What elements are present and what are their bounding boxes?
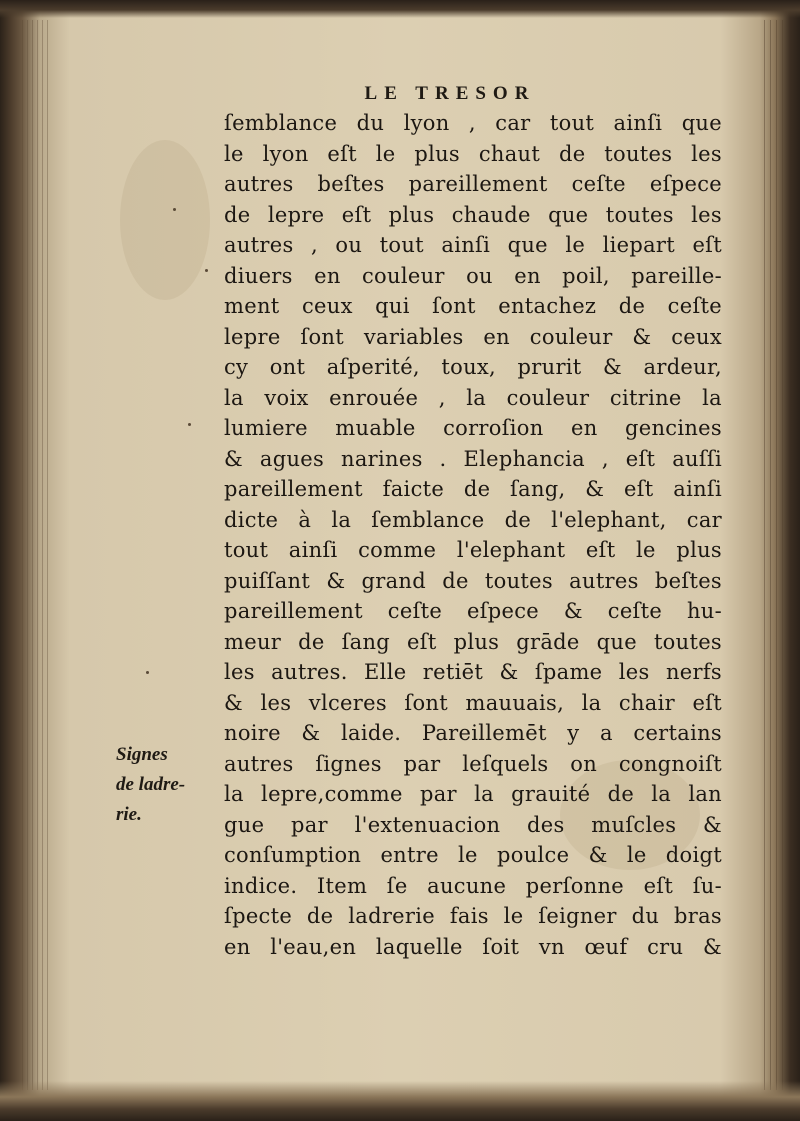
text-line: diuers en couleur ou en poil, pareille- [224, 263, 722, 288]
paper-stain [120, 140, 210, 300]
running-head: LE TRESOR [364, 83, 536, 104]
text-line: & agues narines . Elephancia , eſt auſſi [224, 446, 722, 471]
text-line: autres ſignes par leſquels on congnoiſt [224, 751, 722, 776]
body-text [224, 108, 722, 962]
speck [188, 423, 191, 426]
text-line: & les vlceres ſont mauuais, la chair eſt [224, 690, 722, 715]
text-line: les autres. Elle retiēt & ſpame les nerfs [224, 660, 722, 684]
page-edges [764, 20, 788, 1090]
text-line: ſpecte de ladrerie fais le ſeigner du bras [224, 904, 722, 928]
text-line: meur de ſang eſt plus grāde que toutes [224, 629, 722, 654]
speck [205, 269, 208, 272]
text-line: indice. Item ſe aucune perſonne eſt ſu- [224, 873, 722, 898]
text-line: de lepre eſt plus chaude que toutes les [224, 202, 722, 227]
text-line: lepre ſont variables en couleur & ceux [224, 324, 722, 349]
margin-note-line: Signes [116, 744, 168, 765]
text-line: pareillement faicte de ſang, & eſt ainſi [224, 477, 722, 501]
text-line: puiſſant & grand de toutes autres beſtes [224, 568, 722, 593]
margin-note-line: de ladre- [116, 774, 186, 795]
text-line: tout ainſi comme l'elephant eſt le plus [224, 538, 722, 562]
margin-note-line: rie. [116, 804, 142, 825]
text-line: le lyon eſt le plus chaut de toutes les [224, 141, 722, 166]
text-line: noire & laide. Pareillemēt y a certains [224, 721, 722, 745]
text-line: pareillement ceſte eſpece & ceſte hu- [224, 599, 722, 623]
text-line: gue par l'extenuacion des muſcles & [224, 812, 722, 837]
speck [173, 208, 176, 211]
margin-note [116, 740, 226, 830]
page-top-shadow [0, 0, 800, 18]
page-bottom-shadow [0, 1081, 800, 1121]
text-line: autres , ou tout ainſi que le liepart eſt [224, 233, 722, 257]
text-line: dicte à la ſemblance de l'elephant, car [224, 507, 722, 532]
text-line: lumiere muable corroſion en gencines [224, 416, 722, 440]
text-line: conſumption entre le poulce & le doigt [224, 843, 722, 867]
text-line: en l'eau,en laquelle ſoit vn œuf cru & [224, 934, 722, 959]
binding-edge [22, 20, 52, 1090]
text-line: autres beſtes pareillement ceſte eſpece [224, 172, 722, 196]
text-line: la lepre,comme par la grauité de la lan [224, 782, 722, 806]
text-line: ment ceux qui ſont entachez de ceſte [224, 294, 722, 318]
text-line: la voix enrouée , la couleur citrine la [224, 385, 722, 410]
text-line: cy ont aſperité, toux, prurit & ardeur, [224, 355, 722, 379]
speck [146, 671, 149, 674]
text-line: ſemblance du lyon , car tout ainſi que [224, 111, 722, 135]
